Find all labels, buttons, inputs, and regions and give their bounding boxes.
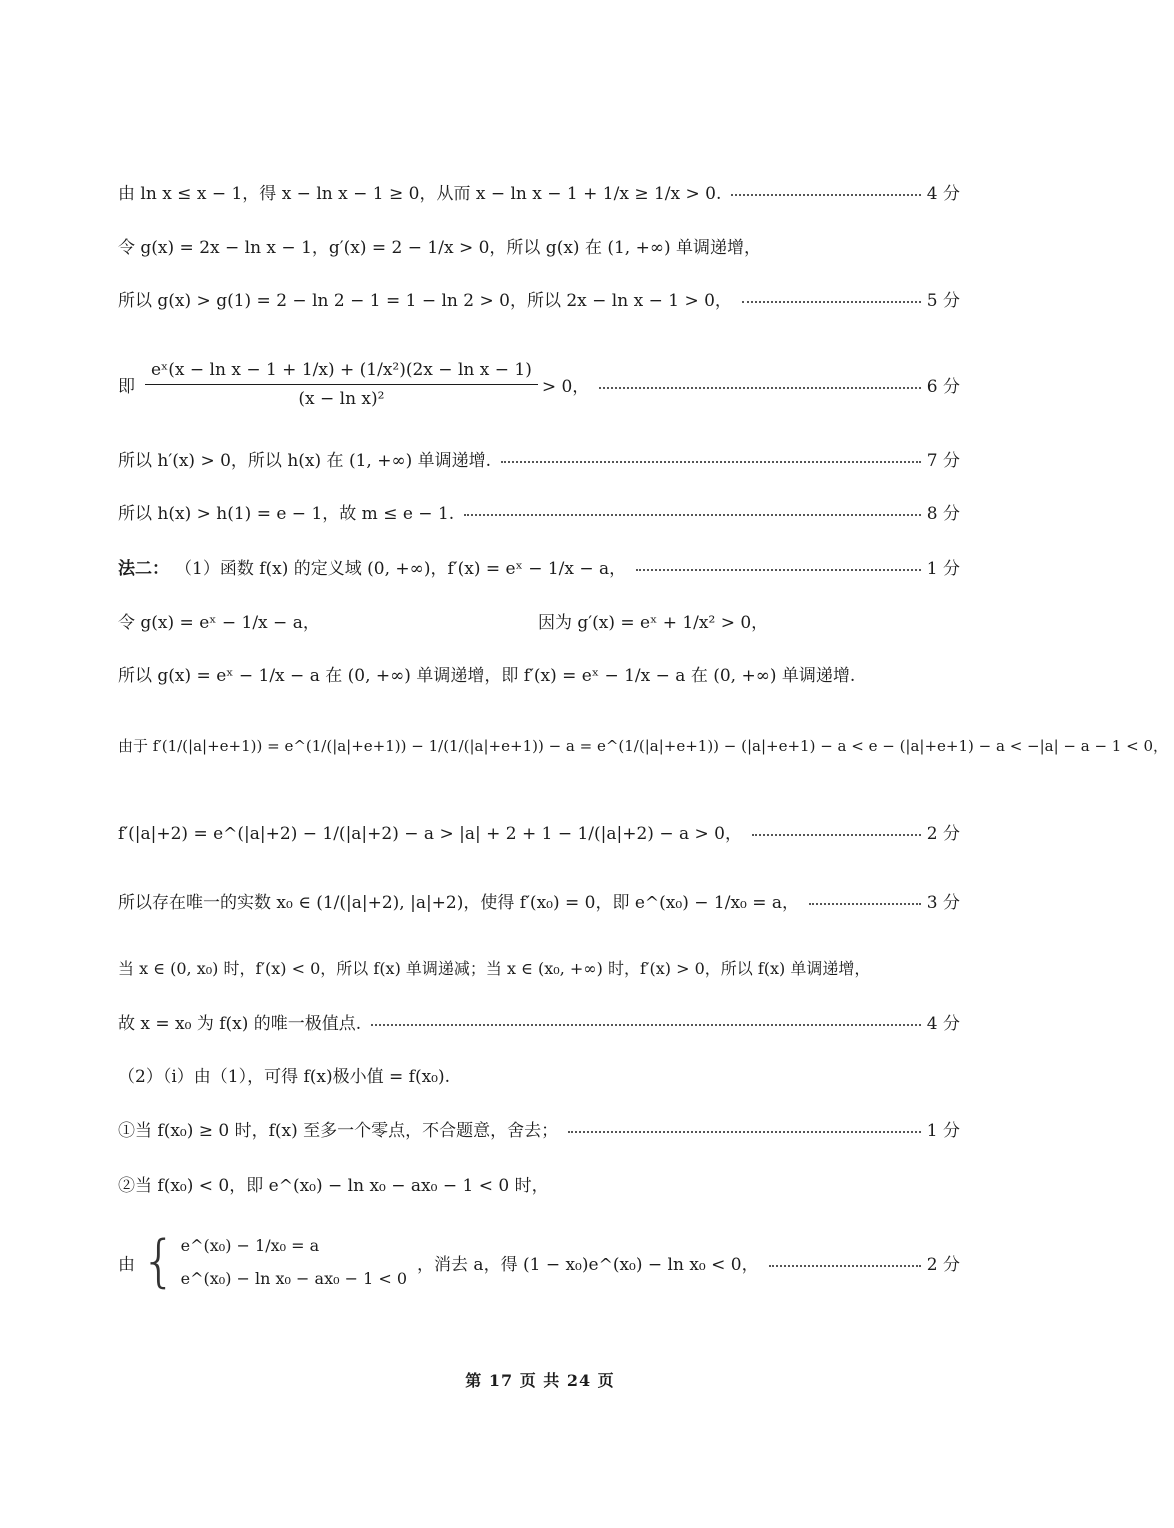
dot-leader: [464, 514, 921, 516]
dot-leader: [501, 461, 921, 463]
line-17: ②当 f(x₀) < 0，即 e^(x₀) − ln x₀ − ax₀ − 1 < 0 时，: [118, 1175, 549, 1196]
line-8: 令 g(x) = eˣ − 1/x − a， 因为 g′(x) = eˣ + 1/x² > 0，: [118, 612, 769, 633]
section-header: 法二：: [118, 558, 169, 579]
line-18-system: 由 { e^(x₀) − 1/x₀ = a e^(x₀) − ln x₀ − ax₀ − 1 < 0 ，消去 a，得 (1 − x₀)e^(x₀) − ln x₀ < 0， 2 分: [118, 1229, 960, 1294]
line-12: 所以存在唯一的实数 x₀ ∈ (1/(|a|+2), |a|+2)，使得 f′(x₀) = 0，即 e^(x₀) − 1/x₀ = a， 3 分: [118, 892, 960, 913]
line-16: ①当 f(x₀) ≥ 0 时，f(x) 至多一个零点，不合题意，舍去； 1 分: [118, 1120, 960, 1141]
line-13: 当 x ∈ (0, x₀) 时，f′(x) < 0，所以 f(x) 单调递减；当 x ∈ (x₀, +∞) 时，f′(x) > 0，所以 f(x) 单调递增，: [118, 958, 871, 978]
left-brace: {: [141, 1229, 177, 1294]
page-footer: 第 17 页 共 24 页: [465, 1371, 615, 1390]
line-6: 所以 h(x) > h(1) = e − 1，故 m ≤ e − 1. 8 分: [118, 503, 960, 524]
line-11: f′(|a|+2) = e^(|a|+2) − 1/(|a|+2) − a > |a| + 2 + 1 − 1/(|a|+2) − a > 0， 2 分: [118, 823, 960, 844]
line-2: 令 g(x) = 2x − ln x − 1，g′(x) = 2 − 1/x > 0，所以 g(x) 在 (1, +∞) 单调递增，: [118, 237, 762, 258]
line-1: 由 ln x ≤ x − 1，得 x − ln x − 1 ≥ 0，从而 x − ln x − 1 + 1/x ≥ 1/x > 0. 4 分: [118, 183, 960, 204]
big-fraction: eˣ(x − ln x − 1 + 1/x) + (1/x²)(2x − ln x − 1) (x − ln x)²: [145, 360, 538, 409]
line-15: （2）（i）由（1），可得 f(x)极小值 = f(x₀).: [118, 1066, 451, 1087]
dot-leader: [568, 1131, 921, 1133]
line-5: 所以 h′(x) > 0，所以 h(x) 在 (1, +∞) 单调递增. 7 分: [118, 450, 960, 471]
line-10: 由于 f′(1/(|a|+e+1)) = e^(1/(|a|+e+1)) − 1/(1/(|a|+e+1)) − a = e^(1/(|a|+e+1)) − (|a|+e+1) − a < e − (|a|+e+1) − a < −|a| − a − 1 < 0，: [118, 736, 1169, 755]
dot-leader: [742, 301, 921, 303]
dot-leader: [636, 569, 921, 571]
line-9: 所以 g(x) = eˣ − 1/x − a 在 (0, +∞) 单调递增，即 f′(x) = eˣ − 1/x − a 在 (0, +∞) 单调递增.: [118, 665, 856, 686]
line-3: 所以 g(x) > g(1) = 2 − ln 2 − 1 = 1 − ln 2 > 0，所以 2x − ln x − 1 > 0， 5 分: [118, 290, 960, 311]
dot-leader: [752, 834, 921, 836]
line-14: 故 x = x₀ 为 f(x) 的唯一极值点. 4 分: [118, 1013, 960, 1034]
dot-leader: [809, 903, 921, 905]
dot-leader: [599, 387, 920, 389]
line-4-fraction: 即 eˣ(x − ln x − 1 + 1/x) + (1/x²)(2x − ln x − 1) (x − ln x)² > 0， 6 分: [118, 359, 960, 409]
equation-system: { e^(x₀) − 1/x₀ = a e^(x₀) − ln x₀ − ax₀ − 1 < 0: [141, 1229, 408, 1294]
dot-leader: [769, 1265, 921, 1267]
dot-leader: [731, 194, 920, 196]
dot-leader: [371, 1024, 921, 1026]
line-7-method-two: 法二： （1）函数 f(x) 的定义域 (0, +∞)，f′(x) = eˣ − 1/x − a， 1 分: [118, 545, 960, 587]
